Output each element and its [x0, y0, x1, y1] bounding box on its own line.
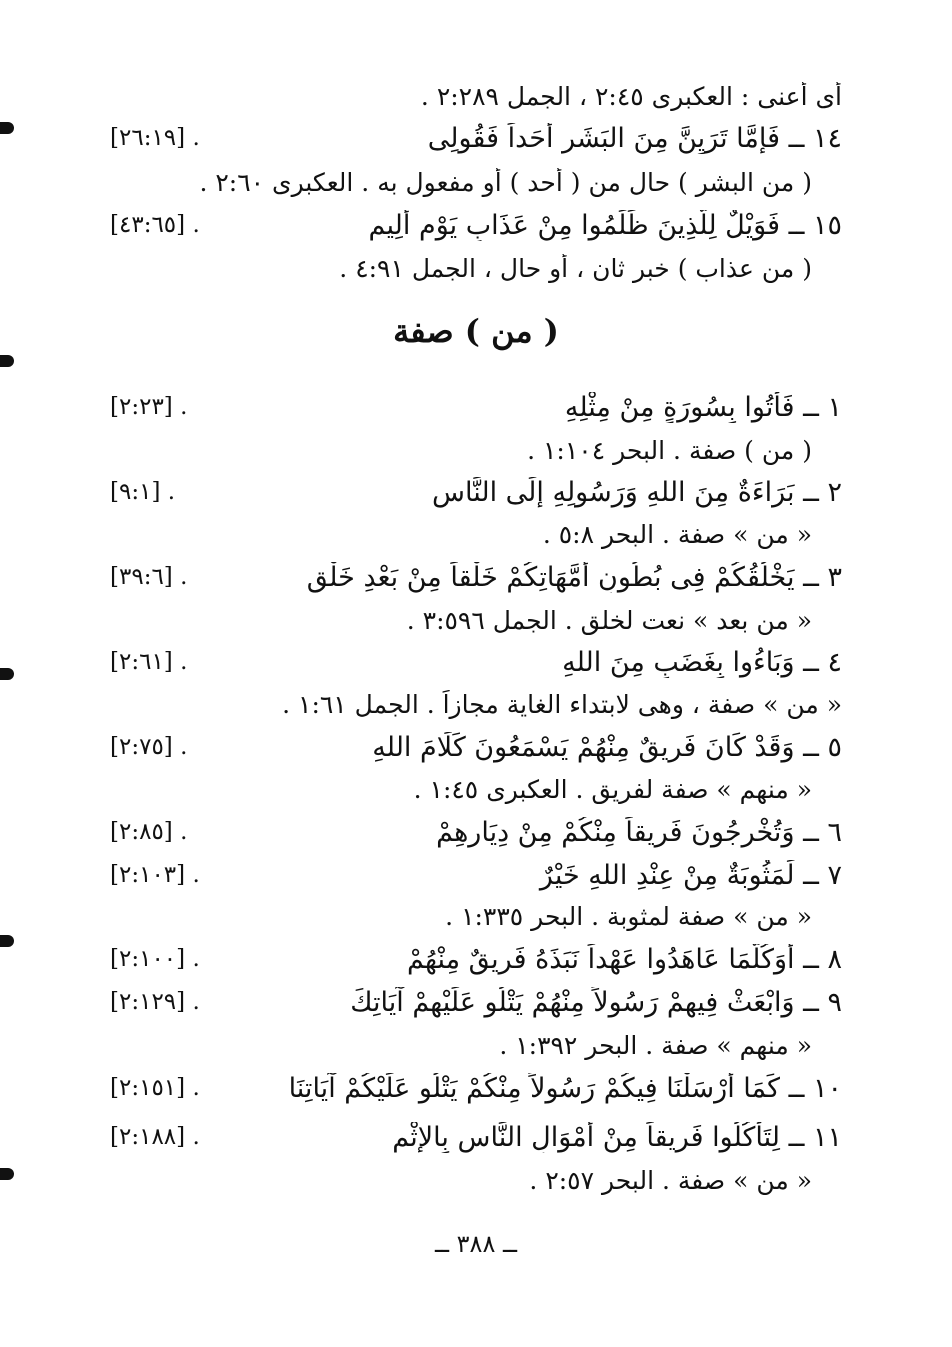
commentary-line — [110, 514, 812, 554]
verse-reference: [٢:٨٥] . — [110, 819, 188, 845]
line-text: « من » صفة . البحر ٥:٨ . — [542, 519, 812, 549]
line-text: « من » صفة . البحر ٢:٥٧ . — [529, 1165, 812, 1195]
scan-margin-mark — [0, 668, 14, 680]
verse-reference: [٣٩:٦] . — [110, 564, 188, 590]
commentary-line — [110, 896, 812, 936]
verse-line — [110, 557, 842, 597]
line-text: ٢ ــ بَرَاءَةٌ مِنَ اللهِ وَرَسُولِهِ إِلَى النَّاسِ — [432, 476, 842, 508]
line-text: ١٠ ــ كَمَا أَرْسَلْنَا فِيكُمْ رَسُولاً مِنْكُمْ يَتْلُو عَلَيْكُمْ آيَاتِنَا — [288, 1072, 842, 1104]
line-text: ١٤ ــ فَإِمَّا تَرَيِنَّ مِنَ البَشَرِ أَحَداً فَقُولِى — [427, 122, 842, 154]
verse-reference: [٢:٢٣] . — [110, 394, 188, 420]
verse-line — [110, 939, 842, 979]
scan-margin-mark — [0, 122, 14, 134]
line-text: ١٥ ــ فَوَيْلٌ لِلَّذِينَ ظَلَمُوا مِنْ عَذَابِ يَوْمٍ أَلِيمٍ — [368, 209, 842, 241]
line-text: ( من البشر ) حال من ( أحد ) أو مفعول به . العكبرى ٢:٦٠ . — [199, 167, 812, 197]
line-text: ١ ــ فَأْتُوا بِسُورَةٍ مِنْ مِثْلِهِ — [564, 391, 842, 423]
commentary-line — [110, 1025, 812, 1065]
verse-reference: [٢:١٠٣] . — [110, 862, 200, 888]
verse-reference: [٢:١٢٩] . — [110, 989, 200, 1015]
line-text: ١١ ــ لِتَأْكُلُوا فَرِيقاً مِنْ أَمْوَالِ النَّاسِ بِالإِثْمِ — [392, 1121, 842, 1153]
verse-reference: [٢:١٠٠] . — [110, 946, 200, 972]
verse-line — [110, 387, 842, 427]
commentary-line — [110, 684, 842, 724]
commentary-line — [110, 430, 812, 470]
verse-line — [110, 812, 842, 852]
verse-reference: [٢:٧٥] . — [110, 734, 188, 760]
verse-line — [110, 642, 842, 682]
line-text: ٦ ــ وَتُخْرِجُونَ فَرِيقاً مِنْكُمْ مِنْ دِيَارِهِمْ — [436, 816, 842, 848]
commentary-line — [110, 600, 812, 640]
commentary-line — [110, 76, 842, 116]
verse-reference: [٩:١] . — [110, 479, 176, 505]
verse-reference: [٢:١٥١] . — [110, 1075, 200, 1101]
line-text: « من » صفة لمثوبة . البحر ١:٣٣٥ . — [445, 901, 812, 931]
line-text: « من بعد » نعت لخلق . الجمل ٣:٥٩٦ . — [406, 605, 812, 635]
line-text: ٣ ــ يَخْلُقُكُمْ فِى بُطُونِ أُمَّهَاتِكُمْ خَلْقاً مِنْ بَعْدِ خَلْقٍ — [306, 561, 842, 593]
line-text: ٥ ــ وَقَدْ كَانَ فَرِيقٌ مِنْهُمْ يَسْمَعُونَ كَلَامَ اللهِ — [372, 731, 842, 763]
verse-line — [110, 205, 842, 245]
verse-line — [110, 1117, 842, 1157]
scan-margin-mark — [0, 935, 14, 947]
verse-reference: [٢:٦١] . — [110, 649, 188, 675]
line-text: « من » صفة ، وهى لابتداء الغاية مجازاً . الجمل ١:٦١ . — [282, 689, 842, 719]
line-text: ( من عذاب ) خبر ثان ، أو حال ، الجمل ٤:٩١ . — [339, 253, 812, 283]
section-heading: ( من ) صفة — [393, 312, 559, 350]
commentary-line — [110, 248, 812, 288]
verse-reference: [٢٦:١٩] . — [110, 125, 200, 151]
verse-line — [110, 727, 842, 767]
line-text: « منهم » صفة لفريق . العكبرى ١:٤٥ . — [413, 774, 812, 804]
verse-reference: [٢:١٨٨] . — [110, 1124, 200, 1150]
verse-reference: [٤٣:٦٥] . — [110, 212, 200, 238]
commentary-line — [110, 162, 812, 202]
verse-line — [110, 1068, 842, 1108]
line-text: ٤ ــ وَبَاءُوا بِغَضَبٍ مِنَ اللهِ — [562, 646, 842, 678]
commentary-line — [110, 1160, 812, 1200]
line-text: « منهم » صفة . البحر ١:٣٩٢ . — [499, 1030, 812, 1060]
scan-margin-mark — [0, 1168, 14, 1180]
line-text: ( من ) صفة . البحر ١:١٠٤ . — [527, 435, 812, 465]
commentary-line — [110, 769, 812, 809]
line-text: أى أعنى : العكبرى ٢:٤٥ ، الجمل ٢:٢٨٩ . — [420, 81, 842, 111]
scan-margin-mark — [0, 355, 14, 367]
line-text: ٧ ــ لَمَثُوبَةٌ مِنْ عِنْدِ اللهِ خَيْرٌ — [539, 859, 842, 891]
verse-line — [110, 982, 842, 1022]
verse-line — [110, 118, 842, 158]
verse-line — [110, 855, 842, 895]
line-text: ٩ ــ وَابْعَثْ فِيهِمْ رَسُولاً مِنْهُمْ يَتْلُو عَلَيْهِمْ آيَاتِكَ — [350, 986, 842, 1018]
page-number: ــ ٣٨٨ ــ — [434, 1230, 518, 1258]
line-text: ٨ ــ أَوَكُلَّمَا عَاهَدُوا عَهْداً نَبَذَهُ فَرِيقٌ مِنْهُمْ — [407, 943, 842, 975]
verse-line — [110, 472, 842, 512]
